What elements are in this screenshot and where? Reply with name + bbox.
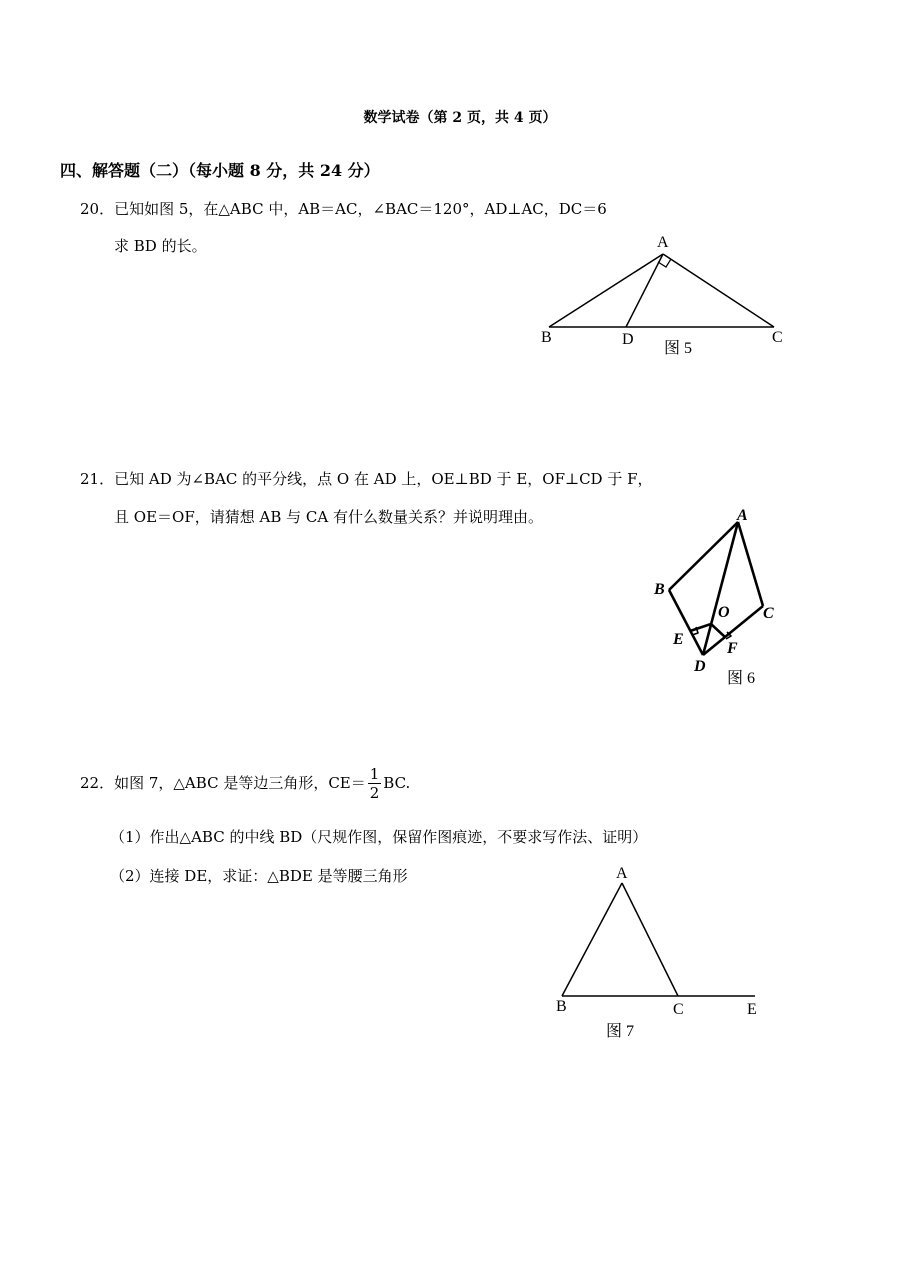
figure-5-caption: 图 5	[664, 340, 693, 357]
label-a: A	[657, 234, 669, 251]
label-o: O	[718, 604, 730, 621]
label-c: C	[772, 329, 783, 346]
label-f: F	[727, 640, 738, 657]
segment-oe	[690, 624, 711, 631]
q22-prefix: 22．如图 7，△ABC 是等边三角形，CE＝	[80, 774, 366, 792]
q20-line1: 20．已知如图 5，在△ABC 中，AB＝AC，∠BAC＝120°，AD⊥AC，DC＝6	[80, 200, 607, 218]
q22-part1: （1）作出△ABC 的中线 BD（尺规作图，保留作图痕迹，不要求写作法、证明）	[110, 828, 648, 846]
segment-ac	[663, 254, 774, 327]
segment-ad	[703, 522, 738, 655]
fraction-numerator: 1	[369, 765, 380, 783]
segment-ab	[669, 522, 738, 590]
segment-ac	[738, 522, 763, 606]
label-b: B	[556, 998, 567, 1015]
label-a: A	[616, 865, 628, 882]
label-c: C	[673, 1001, 684, 1018]
figure-7-caption: 图 7	[606, 1023, 635, 1040]
q20-line2: 求 BD 的长。	[114, 237, 207, 255]
segment-ac	[622, 883, 678, 996]
segment-of	[711, 624, 725, 637]
page-header: 数学试卷（第 2 页，共 4 页）	[363, 110, 557, 126]
section-title: 四、解答题（二）（每小题 8 分，共 24 分）	[60, 161, 380, 180]
label-e: E	[747, 1001, 757, 1018]
segment-ab	[562, 883, 622, 996]
q21-line2: 且 OE＝OF，请猜想 AB 与 CA 有什么数量关系？并说明理由。	[114, 508, 543, 526]
segment-ab	[549, 254, 663, 327]
label-d: D	[622, 331, 634, 348]
label-d: D	[694, 658, 706, 675]
q22-suffix: BC.	[383, 774, 411, 792]
label-a: A	[737, 507, 748, 524]
fraction-denominator: 2	[369, 784, 380, 802]
q22-part2: （2）连接 DE，求证：△BDE 是等腰三角形	[110, 867, 408, 885]
label-c: C	[763, 605, 774, 622]
figure-6	[640, 498, 800, 693]
figure-6-caption: 图 6	[727, 670, 756, 687]
q21-line1: 21．已知 AD 为∠BAC 的平分线，点 O 在 AD 上，OE⊥BD 于 E，OF⊥CD 于 F，	[80, 470, 653, 488]
label-b: B	[541, 329, 552, 346]
q22-line1	[80, 767, 410, 801]
segment-ad	[626, 254, 663, 327]
fraction-one-half	[368, 767, 382, 801]
figure-7	[550, 860, 780, 1045]
label-e: E	[673, 631, 684, 648]
label-b: B	[654, 581, 665, 598]
figure-5	[530, 230, 800, 365]
